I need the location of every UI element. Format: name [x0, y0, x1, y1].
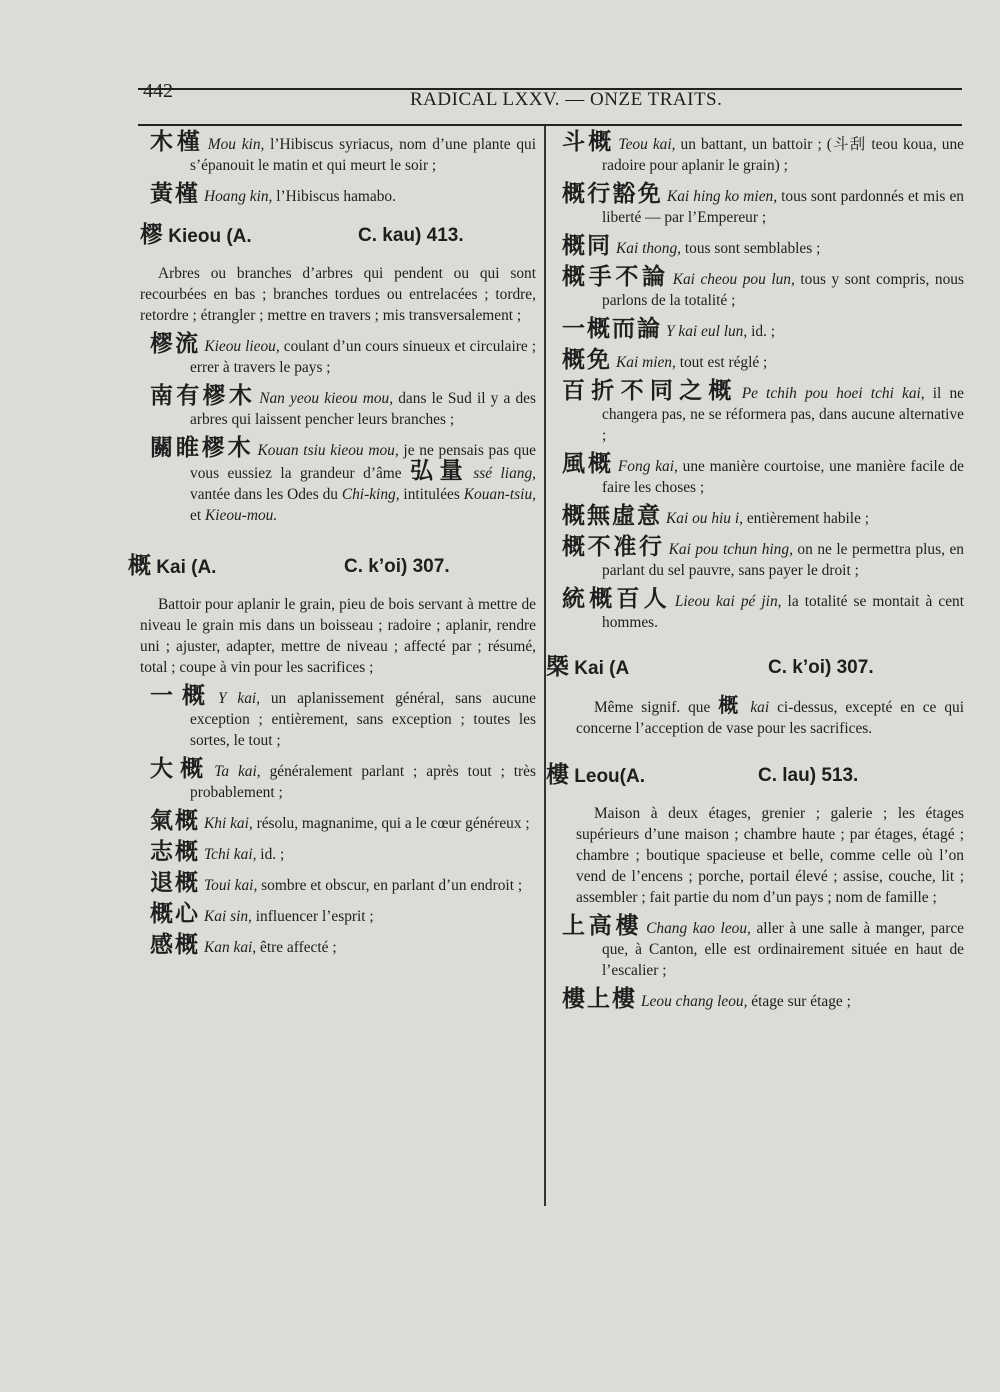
entry-text: tous y sont compris, nous parlons de la totalité ; — [602, 271, 964, 309]
entry-romanization: Chi-king, — [341, 486, 400, 503]
definition-kai-variant — [576, 695, 964, 739]
entry-romanization: Kieou lieou, — [204, 338, 280, 355]
dictionary-entry — [552, 913, 964, 981]
dictionary-entry — [552, 316, 964, 342]
entry-romanization: Kai ou hiu i, — [666, 510, 743, 527]
entry-cjk-inline: 弘量 — [410, 458, 470, 484]
definition-text: ci-dessus, excepté en ce qui concerne l’acception de vase pour les sacrifices. — [576, 699, 964, 737]
right-column — [546, 129, 964, 1020]
entry-cjk: 上高樓 — [562, 913, 643, 939]
entry-romanization: Pe tchih pou hoei tchi kai, — [741, 385, 925, 402]
entry-romanization: Mou kin, — [207, 136, 265, 153]
entry-text: étage sur étage ; — [747, 993, 851, 1010]
entry-header-kieou — [140, 219, 536, 253]
entry-text: généralement parlant ; après tout ; très probablement ; — [190, 763, 537, 801]
entry-romanization: Y kai, — [217, 690, 261, 707]
entry-romanization: Ta kai, — [214, 763, 261, 780]
dictionary-entry — [140, 756, 537, 803]
headword-name: Kieou (A. — [168, 226, 252, 247]
entry-cjk: 感概 — [150, 932, 200, 958]
entry-text: l’Hibiscus hamabo. — [272, 188, 396, 205]
dictionary-entry — [552, 378, 964, 446]
entry-cjk: 南有樛木 — [150, 383, 256, 409]
dictionary-entry — [552, 586, 964, 633]
headword-char: 槩 — [546, 654, 569, 680]
dictionary-entry — [552, 503, 964, 529]
entry-cjk: 氣概 — [150, 808, 200, 834]
entry-romanization: Toui kai, — [204, 877, 258, 894]
entry-cjk: 斗概 — [562, 129, 615, 155]
dictionary-entry — [552, 181, 964, 228]
entry-cjk: 志概 — [150, 839, 200, 865]
dictionary-entry — [140, 839, 536, 865]
entry-cjk: 樓上樓 — [562, 986, 637, 1012]
dictionary-entry — [552, 264, 964, 311]
entry-text: un aplanissement général, sans aucune exception ; entièrement, sans exception ; toutes les sortes, le tout ; — [190, 690, 536, 749]
entry-romanization: Kieou-mou. — [204, 507, 278, 524]
entry-text: dans le Sud il y a des arbres qui laissent pencher leurs branches ; — [190, 390, 537, 428]
dictionary-entry — [140, 181, 536, 207]
entry-cjk: 百折不同之概 — [562, 378, 738, 404]
entry-cjk: 概無虛意 — [562, 503, 662, 529]
definition-leou: Maison à deux étages, grenier ; galerie ; les étages supérieurs d’une maison ; chambre haute ; par étages, étagé ; chambre ; boutique spacieuse et belle, comme celle où l’on vend de l’encens ; porche, portail élevé ; assise, couche, lit ; assembler ; fait partie du nom d’un pays ; nom de famille ; — [576, 805, 964, 906]
entry-text: un battant, un battoir ; (斗刮 teou koua, une radoire pour aplanir le grain) ; — [602, 136, 964, 174]
entry-cjk: 概不准行 — [562, 534, 665, 560]
dictionary-entry — [552, 347, 964, 373]
entry-romanization: Nan yeou kieou mou, — [259, 390, 394, 407]
entry-text: entièrement habile ; — [742, 510, 870, 527]
entry-cjk: 概行豁免 — [562, 181, 663, 207]
entry-romanization: Kouan-tsiu, — [463, 486, 536, 503]
entry-romanization: Khi kai, — [204, 815, 253, 832]
headword-code: C. k’oi) 307. — [768, 657, 874, 678]
page-number: 442 — [143, 80, 173, 102]
entry-text: tous sont pardonnés et mis en liberté — par l’Empereur ; — [602, 188, 964, 226]
entry-cjk: 關睢樛木 — [150, 435, 254, 461]
definition-kieou: Arbres ou branches d’arbres qui pendent ou qui sont recourbées en bas ; branches tordues ou entrelacées ; tordre, retordre ; étrangler ; mettre en travers ; mis transversalement ; — [140, 265, 536, 324]
left-column — [128, 129, 537, 966]
entry-text: coulant d’un cours sinueux et circulaire ; errer à travers le pays ; — [190, 338, 537, 376]
entry-romanization: Fong kai, — [617, 458, 678, 475]
entry-text: résolu, magnanime, qui a le cœur généreux ; — [252, 815, 530, 832]
entry-romanization: Chang kao leou, — [646, 920, 751, 937]
entry-text: sombre et obscur, en parlant d’un endroit ; — [257, 877, 523, 894]
entry-romanization: Kai hing ko mien, — [666, 188, 778, 205]
entry-cjk: 樛流 — [150, 331, 201, 357]
entry-kouan-tsiu — [140, 435, 537, 526]
dictionary-entry — [140, 808, 536, 834]
entry-romanization: ssé liang, — [473, 465, 536, 482]
entry-cjk: 概心 — [150, 901, 200, 927]
entry-cjk: 概同 — [562, 233, 612, 259]
headword-name: Leou(A. — [574, 766, 645, 787]
entry-cjk: 概免 — [562, 347, 612, 373]
intro-entry-list — [140, 129, 537, 207]
definition-romanization: kai — [750, 699, 770, 716]
entry-romanization: Kai cheou pou lun, — [672, 271, 795, 288]
dictionary-entry — [552, 129, 964, 176]
dictionary-entry — [552, 986, 964, 1012]
entry-cjk: 退概 — [150, 870, 200, 896]
entry-cjk: 黃槿 — [150, 181, 200, 207]
entry-text: il ne changera pas, ne se réformera pas, dans aucune alternative ; — [602, 385, 964, 444]
kai-entry-list — [140, 683, 537, 958]
entry-romanization: Kouan tsiu kieou mou, — [257, 442, 399, 459]
kai-entry-list-continued — [552, 129, 964, 633]
entry-text: l’Hibiscus syriacus, nom d’une plante qui s’épanouit le matin et qui meurt le soir ; — [190, 136, 537, 174]
headword-char: 概 — [128, 553, 151, 579]
definition-text: Même signif. que — [594, 699, 719, 716]
definition-cjk: 概 — [718, 693, 743, 717]
entry-text: intitulées — [399, 486, 464, 503]
entry-text: id. ; — [256, 846, 285, 863]
entry-cjk: 風概 — [562, 451, 614, 477]
dictionary-entry — [140, 383, 537, 430]
entry-cjk: 概手不論 — [562, 264, 669, 290]
entry-header-kai-variant — [546, 651, 964, 685]
entry-romanization: Kai mien, — [616, 354, 676, 371]
headword-code: C. lau) 513. — [758, 765, 859, 786]
entry-romanization: Hoang kin, — [204, 188, 273, 205]
dictionary-entry — [140, 932, 536, 958]
dictionary-entry — [552, 233, 964, 259]
entry-text: et — [190, 507, 205, 524]
header-rule-bottom — [138, 124, 962, 126]
entry-romanization: Kai pou tchun hing, — [668, 541, 793, 558]
entry-romanization: Kan kai, — [204, 939, 257, 956]
entry-header-kai — [128, 550, 536, 584]
leou-entry-list — [552, 913, 964, 1012]
entry-header-leou — [546, 759, 964, 793]
entry-text: on ne le permettra plus, en parlant du sel pauvre, sans payer le droit ; — [602, 541, 964, 579]
dictionary-entry — [140, 870, 536, 896]
entry-romanization: Y kai eul lun, — [666, 323, 748, 340]
dictionary-entry — [140, 129, 537, 176]
running-head: RADICAL LXXV. — ONZE TRAITS. — [410, 89, 723, 110]
entry-romanization: Lieou kai pé jin, — [674, 593, 782, 610]
dictionary-entry — [140, 901, 536, 927]
entry-text: une manière courtoise, une manière facile de faire les choses ; — [602, 458, 964, 496]
entry-text: tout est réglé ; — [675, 354, 768, 371]
entry-cjk: 統概百人 — [562, 586, 671, 612]
entry-cjk: 一概 — [150, 683, 214, 709]
entry-romanization: Tchi kai, — [204, 846, 257, 863]
definition-kai: Battoir pour aplanir le grain, pieu de bois servant à mettre de niveau le grain mis dans un boisseau ; radoire ; aplanir, rendre uni ; ajuster, adapter, mettre de niveau ; affecté par ; résumé, total ; coupe à vin pour les sacrifices ; — [140, 596, 536, 676]
dictionary-entry — [552, 534, 964, 581]
headword-code: C. k’oi) 307. — [344, 556, 450, 577]
entry-romanization: Leou chang leou, — [641, 993, 748, 1010]
dictionary-entry — [552, 451, 964, 498]
entry-text: tous sont semblables ; — [681, 240, 821, 257]
entry-cjk: 一概而論 — [562, 316, 662, 342]
entry-romanization: Kai sin, — [204, 908, 252, 925]
entry-text: la totalité se montait à cent hommes. — [602, 593, 964, 631]
entry-text: je ne pensais pas que vous eussiez la grandeur d’âme — [190, 442, 537, 482]
headword-char: 樛 — [140, 222, 163, 248]
headword-char: 樓 — [546, 762, 569, 788]
entry-text: aller à une salle à manger, parce que, à Canton, elle est ordinairement située en haut de l’escalier ; — [602, 920, 964, 979]
headword-code: C. kau) 413. — [358, 225, 464, 246]
headword-name: Kai (A. — [156, 557, 217, 578]
entry-text: id. ; — [747, 323, 776, 340]
entry-cjk: 大概 — [150, 756, 211, 782]
entry-text: vantée dans les Odes du — [190, 486, 342, 503]
entry-text: être affecté ; — [256, 939, 337, 956]
entry-text: influencer l’esprit ; — [251, 908, 374, 925]
entry-romanization: Kai thong, — [616, 240, 681, 257]
kieou-entry-list — [140, 331, 537, 430]
headword-name: Kai (A — [574, 658, 630, 679]
dictionary-entry — [140, 331, 537, 378]
entry-cjk: 木槿 — [150, 129, 204, 155]
entry-romanization: Teou kai, — [618, 136, 676, 153]
dictionary-entry — [140, 683, 536, 751]
